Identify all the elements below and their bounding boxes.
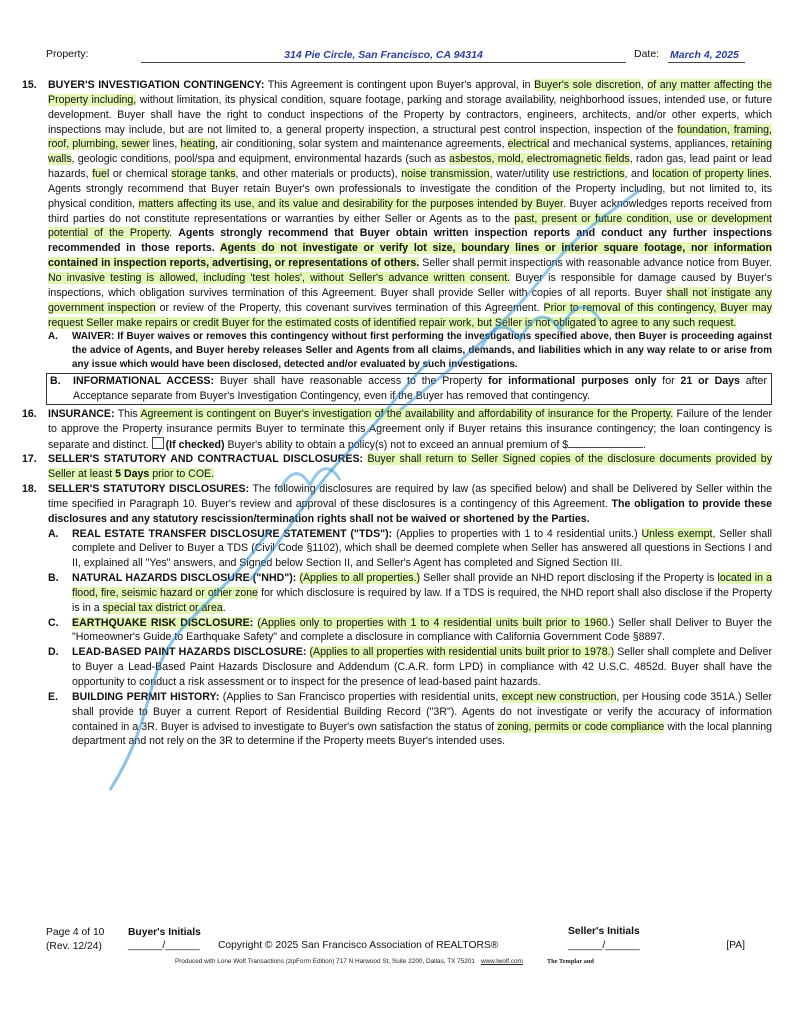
bold-text: The obligation to provide these disclosures and any statutory rescission/termination rights shall not be waived or shortened by the Parties. [48,497,772,525]
highlight: except new construction [501,690,617,703]
section-number: 17. [22,453,37,466]
highlight: location of property lines [652,168,769,181]
form-code: [PA] [726,940,745,951]
item-letter: A. [48,331,58,343]
page-info [46,926,104,954]
highlight: Buyer shall return to Seller Signed copies of the disclosure documents provided by Seller at least [48,453,772,481]
highlight: prior to COE. [149,468,215,481]
section-15a-waiver [22,330,772,371]
body-text: . Agents strongly recommend that Buyer retain Buyer's own professionals to investigate the condition of the Property including, but not limited to, its physical condition, [48,168,772,210]
item-title: NATURAL HAZARDS DISCLOSURE ("NHD"): [72,572,297,585]
body-text: lines, [149,138,181,151]
item-letter: C. [48,616,59,629]
producer-text: Produced with Lone Wolf Transactions (zipForm Edition) 717 N Harwood St, Suite 2200, Dallas, TX 75201 [175,958,475,965]
highlight: Buyer's sole discretion [534,79,641,91]
item-title: BUILDING PERMIT HISTORY: [72,690,220,703]
body-text: Failure of the lender to approve the Property insurance permits Buyer to terminate this Agreement only if Buyer retains this insurance contingency; the loan contingency is separate and distinct. [48,407,772,451]
body-text: The following disclosures are required by law (as specified below) and shall be Delivered by Seller within the time specified in Paragraph 10. Buyer's review and approval of these disclosures is a contingency of this Agreement. [48,483,772,510]
revision: (Rev. 12/24) [46,941,102,952]
body-text: and mechanical systems, appliances, [549,138,732,151]
body-text: , [640,79,648,91]
section-17 [22,452,772,482]
body-text: with the local planning department and not rely on the 3R to determine if the Property meets Buyer's intended uses. [72,720,773,748]
section-15 [22,78,772,330]
item-letter: D. [48,646,59,659]
body-text: (Applies to San Francisco properties with residential units, [219,690,502,703]
body-text: .) Seller shall Deliver to Buyer the "Homeowner's Guide to Earthquake Safety" and complete a disclosure in compliance with California Government Code §8897. [72,616,772,644]
section-18 [22,482,772,527]
body-text: without limitation, its physical condition, square footage, parking and storage availability, neighborhood issues, intended use, or future development. Buyer shall have the right to conduct inspections of the Property by contractors, engineers, architects, and/or other experts, which inspections may include, but are not limited to, a general property inspection, a structural pest control inspection, inspection of the [48,93,772,136]
bold-text: for informational purposes only [488,375,657,388]
body-text: or review of the Property, this covenant survives termination of this Agreement. [155,301,544,314]
highlight: asbestos, mold, electromagnetic fields [449,153,630,166]
copyright: Copyright © 2025 San Francisco Association of REALTORS® [218,940,499,951]
bold-text: Agents strongly recommend that Buyer obtain written inspection reports and conduct any further inspections recommended in those reports. [48,227,772,255]
property-label: Property: [46,48,89,60]
body-text: ) Seller shall complete and Deliver to Buyer a Lead-Based Paint Hazards Disclosure and Addendum (C.A.R. form LPD) in compliance with 42 U.S.C. 4852d. Buyer shall have the opportunity to conduct a risk assessment or to inspect for the presence of lead-based paint hazards. [72,646,772,688]
page-number: Page 4 of 10 [46,927,105,938]
highlight: of any matter affecting the Property including, [48,79,772,106]
section-number: 16. [22,407,37,420]
highlight: past, present or future condition, use or development potential of the Property [48,212,772,240]
body-text: , and [624,168,653,181]
property-address-field[interactable]: 314 Pie Circle, San Francisco, CA 94314 [141,48,626,63]
highlight: No invasive testing is allowed, including 'test holes', without Seller's advance written consent. [48,271,511,284]
body-text: Seller shall permit inspections with reasonable advance notice from Buyer. [419,257,772,270]
item-title: REAL ESTATE TRANSFER DISCLOSURE STATEMENT ("TDS"): [72,527,393,540]
body-text: . Buyer acknowledges reports received from third parties do not constitute representations or warranties by either Seller or Agents as to the [48,197,772,225]
section-18e [22,690,772,749]
date-field[interactable]: March 4, 2025 [668,48,745,63]
highlight: retaining walls [48,138,772,166]
section-18c [22,616,772,646]
bold-highlight: Agents do not investigate or verify lot size, boundary lines or interior square footage, nor information contained in inspection reports, advertising, or representations of others. [48,242,772,270]
body-text: , Seller shall complete and Deliver to Buyer a TDS (Civil Code §1102), which shall be deemed complete when Seller has answered all questions in Sections I and II, explained all "Yes" answers, and Signed below Section II, and Seller's Agent has completed and Signed Section III. [72,527,772,570]
highlight: Unless exempt [641,527,713,540]
body-text: . [643,438,647,451]
section-number: 15. [22,79,37,91]
section-number: 18. [22,483,37,496]
section-18d [22,645,772,690]
highlight: shall not instigate any government inspection [48,286,772,314]
highlight: electrical [507,138,550,151]
highlight: use restrictions [552,168,625,181]
body-text: , air conditioning, solar system and maintenance agreements, [215,138,508,151]
waiver-text: WAIVER: If Buyer waives or removes this contingency without first performing the investigations specified above, then Buyer is proceeding against the advice of Agents, and Buyer hereby releases Seller and Agents from all claims, demands, and liabilities which in any way relate to or arise from any issue which would have been disclosed, detected and/or evaluated by such investigations. [72,331,772,370]
body-text: , and other materials or products), [235,168,402,181]
body-text: or chemical [109,168,172,181]
highlight: foundation, framing, roof, plumbing, sewer [48,123,772,151]
date-label: Date: [634,48,660,60]
producer-line [175,958,594,965]
body-text: . [222,601,226,614]
highlight: (Applies only to properties with 1 to 4 residential units built prior to 1960 [257,616,608,629]
seller-initials-label: Seller's Initials [568,926,640,937]
section-15b [47,374,767,404]
section-title: SELLER'S STATUTORY AND CONTRACTUAL DISCLOSURES: [48,453,364,466]
body-text: (Applies to properties with 1 to 4 residential units.) [392,527,642,540]
highlight: special tax district or area [102,601,223,614]
item-letter: A. [48,527,59,540]
seller-initials-field[interactable]: ______/______ [568,940,640,951]
producer-link[interactable]: www.lwolf.com [480,958,523,965]
highlight: Prior to removal of this contingency, Buyer may request Seller make repairs or credit Buyer for the estimated costs of identified repair work, but Seller is not obligated to agree to any such request. [48,301,772,329]
body-text: for [656,375,681,388]
item-title: EARTHQUAKE RISK DISCLOSURE: [72,616,254,629]
item-letter: B. [48,572,59,585]
bold-text: (If checked) [165,438,225,451]
section-18b [22,571,772,616]
body-text: . [169,227,179,240]
item-title: LEAD-BASED PAINT HAZARDS DISCLOSURE: [72,646,307,659]
body-text: , geologic conditions, pool/spa and equipment, environmental hazards (such as [71,153,450,166]
template-name: The Templar and [546,958,594,965]
item-title: INFORMATIONAL ACCESS: [73,375,215,388]
body-text: Buyer is responsible for damage caused by Buyer's inspections, which obligation survives termination of this Agreement. Buyer shall provide Seller with copies of all reports. Buyer [48,271,772,299]
highlight: noise transmission [401,168,490,181]
days-field[interactable]: 5 Days [115,468,150,481]
item-letter: B. [50,375,61,388]
body-text: This [114,407,141,420]
item-letter: E. [48,690,59,703]
body-text: Buyer's ability to obtain a policy(s) not to exceed an annual premium of $ [224,438,569,451]
highlight: (Applies to all properties with residential units built prior to 1978. [309,646,611,659]
buyer-initials-label: Buyer's Initials [128,927,201,938]
highlight: Agreement is contingent on Buyer's investigation of the availability and affordability of insurance for the Property. [140,407,674,420]
highlight: storage tanks [171,168,236,181]
highlight: (Applies to all properties.) [299,572,421,585]
body-text: , water/utility [489,168,553,181]
section-title: INSURANCE: [48,407,115,420]
page-header [46,48,745,64]
body-text: , per Housing code 351A.) Seller shall provide to Buyer a current Report of Residential Building Record ("3R"). Agents do not investigate or verify the accuracy of information contained in a 3R. Buyer is advised to investigate to Buyer's own satisfaction the status of [72,690,773,733]
body-text: Seller shall provide an NHD report disclosing if the Property is [420,572,718,585]
body-text: , radon gas, lead paint or lead hazards, [48,153,773,181]
section-title: BUYER'S INVESTIGATION CONTINGENCY: [48,79,265,91]
section-16 [22,407,772,453]
highlight: located in a flood, fire, seismic hazard or other zone [72,572,772,599]
body-text: for which disclosure is required by law. If a TDS is required, the NHD report shall also disclose if the Property is in a [72,586,772,614]
buyer-initials-field[interactable]: ______/______ [128,940,200,951]
days-field[interactable]: 21 or Days [680,375,740,388]
premium-amount-field[interactable] [568,447,643,448]
section-title: SELLER'S STATUTORY DISCLOSURES: [48,483,250,496]
highlight: fuel [92,168,110,181]
highlight: zoning, permits or code compliance [497,720,665,733]
section-18a [22,527,772,572]
document-body [22,78,772,749]
insurance-checkbox[interactable] [152,437,164,449]
highlight: heating [180,138,216,151]
highlight: matters affecting its use, and its value and desirability for the purposes intended by Buyer [138,197,563,210]
body-text: after Acceptance separate from Buyer's Investigation Contingency, even if the Buyer has removed that contingency. [73,375,767,402]
section-15b-box [46,373,772,405]
body-text: This Agreement is contingent upon Buyer's approval, in [264,79,535,91]
body-text: Buyer shall have reasonable access to the Property [214,375,489,388]
